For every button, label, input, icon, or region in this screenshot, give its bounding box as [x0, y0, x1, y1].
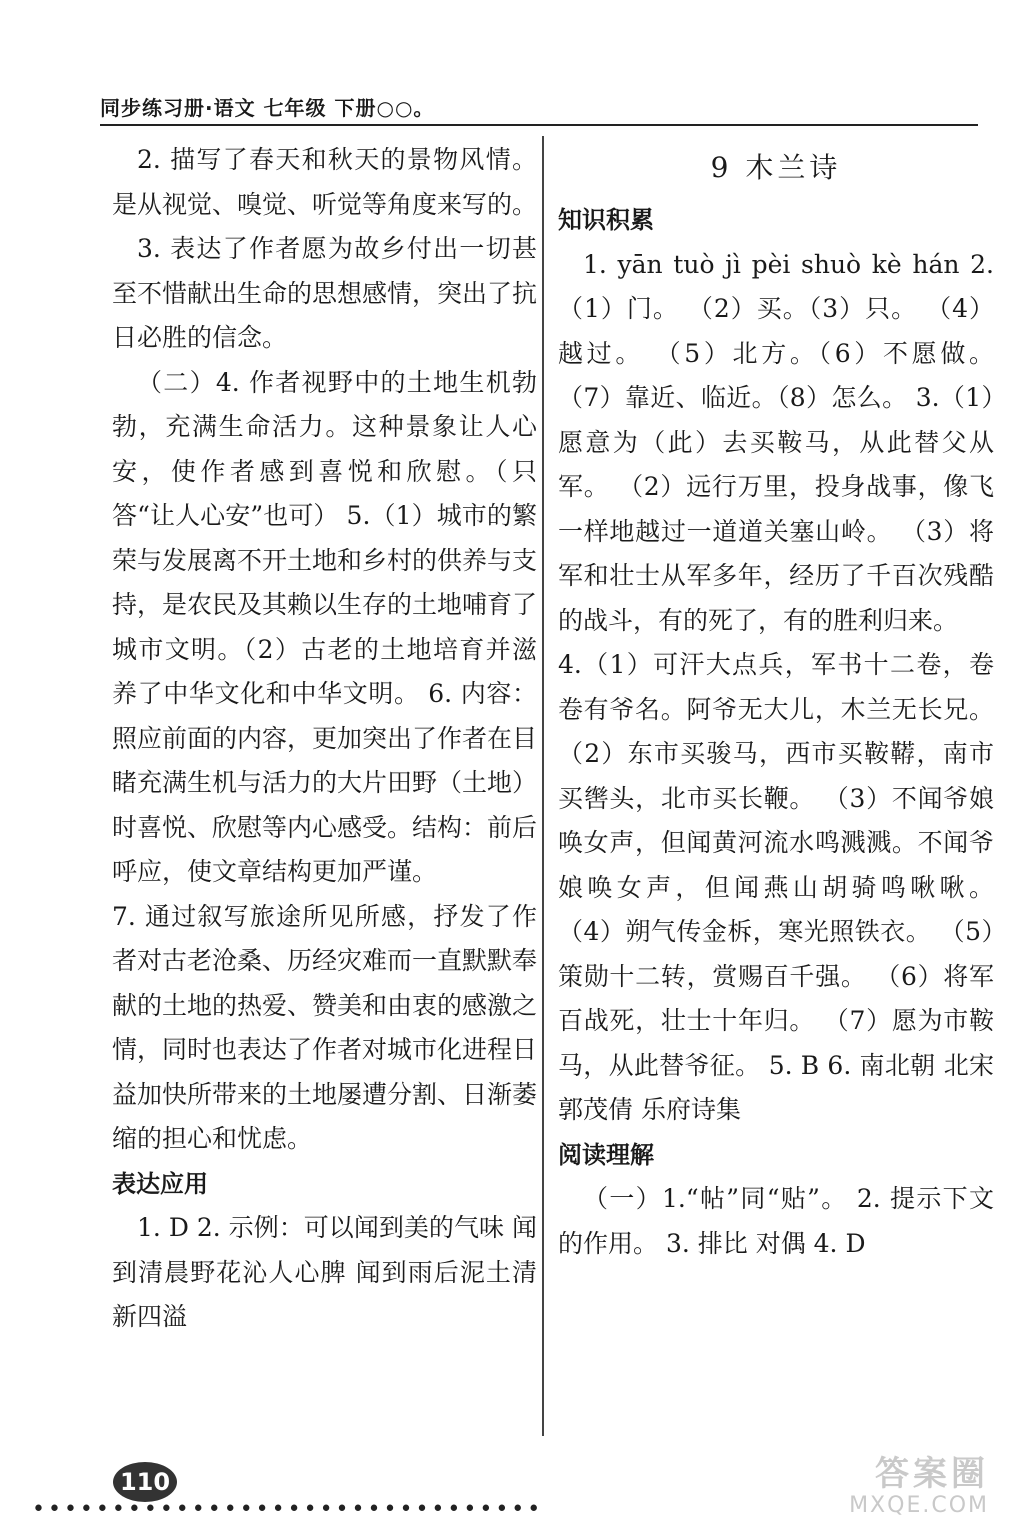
- watermark-text: 答案圈: [875, 1454, 989, 1494]
- watermark: [849, 1454, 989, 1518]
- left-expression-answers: 1. D 2. 示例：可以闻到美的气味 闻到清晨野花沁人心脾 闻到雨后泥土清新四溢: [112, 1213, 537, 1331]
- left-answers-4-6: （二）4. 作者视野中的土地生机勃勃，充满生命活力。这种景象让人心安，使作者感到喜悦和欣慰。（只答“让人心安”也可） 5.（1）城市的繁荣与发展离不开土地和乡村的供养与支持，是农民及其赖以生存的土地哺育了城市文明。（2）古老的土地培育并滋养了中华文化和中华文明。 6. 内容：照应前面的内容，更加突出了作者在目睹充满生机与活力的大片田野（土地）时喜悦、欣慰等内心感受。结构：前后呼应，使文章结构更加严谨。: [112, 367, 538, 886]
- left-answer-2: 2. 描写了春天和秋天的景物风情。是从视觉、嗅觉、听觉等角度来写的。: [112, 145, 538, 219]
- right-answers-4-6: 4.（1）可汗大点兵，军书十二卷，卷卷有爷名。阿爷无大儿，木兰无长兄。（2）东市买骏马，西市买鞍鞯，南市买辔头，北市买长鞭。 （3）不闻爷娘唤女声，但闻黄河流水鸣溅溅。不闻爷娘唤女声，但闻燕山胡骑鸣啾啾。 （4）朔气传金柝，寒光照铁衣。 （5）策勋十二转，赏赐百千强。 （6）将军百战死，壮士十年归。 （7）愿为市鞍马，从此替爷征。 5. B 6. 南北朝 北宋 郭茂倩 乐府诗集: [558, 650, 994, 1124]
- right-answers-1-3: 1. yān tuò jì pèi shuò kè hán 2.（1）门。 （2）买。（3）只。 （4）越过。 （5）北方。（6）不愿做。 （7）靠近、临近。（8）怎么。 3.（1）愿意为（此）去买鞍马，从此替父从军。 （2）远行万里，投身战事，像飞一样地越过一道道关塞山岭。 （3）将军和壮士从军多年，经历了千百次残酷的战斗，有的死了，有的胜利归来。: [558, 249, 994, 635]
- page-number-badge: 110: [113, 1462, 177, 1502]
- right-column: [558, 138, 994, 1266]
- footer-dotted-line: ••••••••••••••••••••••••••••••••: [32, 1497, 544, 1522]
- heading-knowledge: 知识积累: [558, 206, 654, 234]
- right-reading-answers: （一）1.“帖”同“贴”。 2. 提示下文的作用。 3. 排比 对偶 4. D: [558, 1184, 994, 1258]
- left-answer-7: 7. 通过叙写旅途所见所感，抒发了作者对古老沧桑、历经灾难而一直默默奉献的土地的热爱、赞美和由衷的感激之情，同时也表达了作者对城市化进程日益加快所带来的土地屡遭分割、日渐萎缩的担心和忧虑。: [112, 901, 538, 1153]
- left-column: [112, 138, 537, 1340]
- article-title: 9 木兰诗: [710, 151, 842, 184]
- heading-expression: 表达应用: [112, 1169, 208, 1198]
- running-header: 同步练习册·语文 七年级 下册○○。: [100, 96, 435, 120]
- heading-reading: 阅读理解: [558, 1140, 654, 1169]
- column-divider: [542, 136, 544, 1436]
- header-rule: [100, 124, 978, 126]
- watermark-url: MXQE.COM: [849, 1493, 989, 1518]
- left-answer-3: 3. 表达了作者愿为故乡付出一切甚至不惜献出生命的思想感情，突出了抗日必胜的信念。: [112, 234, 538, 352]
